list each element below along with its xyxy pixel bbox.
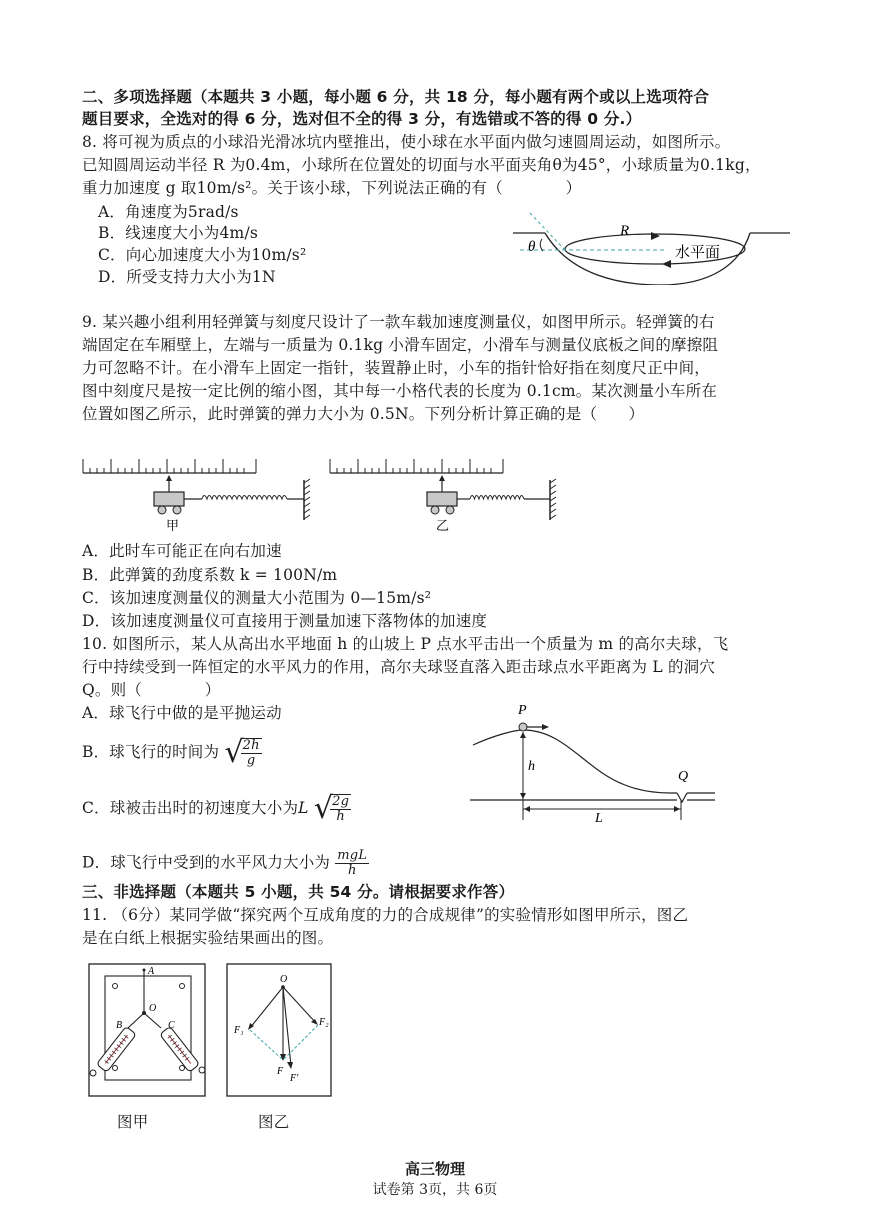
q9-figure-a: [80, 455, 325, 535]
label-h: h: [528, 759, 535, 774]
section2-heading-line1: 二、多项选择题（本题共 3 小题，每小题 6 分，共 18 分，每小题有两个或以上选项符合: [82, 88, 710, 106]
fraction-formula: $\frac{\text{mgL}}{h}$: [337, 848, 368, 878]
label-F1: F₁: [234, 1025, 244, 1036]
label-horizontal-plane: 水平面: [675, 245, 721, 261]
section3-heading: 三、非选择题（本题共 5 小题，共 54 分。请根据要求作答）: [82, 883, 515, 901]
q9-option-c: C．该加速度测量仪的测量大小范围为 0—15m/s²: [82, 589, 432, 607]
q11-stem-line2: 是在白纸上根据实验结果画出的图。: [82, 929, 334, 947]
q10-option-c: C．球被击出时的初速度大小为L √ $\frac{2g}{h}$: [82, 791, 350, 826]
q11-stem-line1: 11. （6分）某同学做“探究两个互成角度的力的合成规律”的实验情形如图甲所示，图乙: [82, 906, 689, 924]
label-R: R: [620, 223, 630, 239]
q10-stem-line3: Q。则（ ）: [82, 681, 221, 699]
q8-option-b: B．线速度大小为4m/s: [98, 224, 259, 242]
q8-stem-line2: 已知圆周运动半径 R 为0.4m，小球所在位置处的切面与水平面夹角θ为45°，小球质量为0.1kg，: [82, 156, 761, 174]
figure-label-yi: 乙: [436, 518, 450, 533]
q10-option-a: A．球飞行中做的是平抛运动: [82, 704, 282, 722]
label-O: O: [149, 1003, 157, 1014]
q11-caption-b: 图乙: [258, 1113, 290, 1131]
footer-subject: 高三物理: [404, 1160, 465, 1178]
label-L: L: [595, 811, 603, 825]
label-theta: θ: [528, 239, 536, 255]
q10-stem-line1: 10. 如图所示，某人从高出水平地面 h 的山坡上 P 点水平击出一个质量为 m 的高尔夫球，飞: [82, 635, 729, 653]
q9-stem-line2: 端固定在车厢壁上，左端与一质量为 0.1kg 小滑车固定，小滑车与测量仪底板之间的摩擦阻: [82, 336, 719, 354]
label-A: A: [148, 966, 155, 977]
q8-option-d: D．所受支持力大小为1N: [98, 268, 276, 286]
label-P: P: [518, 703, 527, 718]
q9-stem-line3: 力可忽略不计。在小滑车上固定一指针，装置静止时，小车的指针恰好指在刻度尺正中间，: [82, 359, 711, 377]
q9-stem-line1: 9. 某兴趣小组利用轻弹簧与刻度尺设计了一款车载加速度测量仪，如图甲所示。轻弹簧的右: [82, 313, 715, 331]
q9-stem-line5: 位置如图乙所示，此时弹簧的弹力大小为 0.5N。下列分析计算正确的是（ ）: [82, 405, 645, 423]
q8-stem-line1: 8. 将可视为质点的小球沿光滑冰坑内壁推出，使小球在水平面内做匀速圆周运动，如图所示。: [82, 133, 731, 151]
footer-page-number: 试卷第 3页，共 6页: [372, 1182, 498, 1198]
q11-figure-a: [88, 963, 208, 1098]
q9-option-b: B．此弹簧的劲度系数 k = 100N/m: [82, 566, 338, 584]
q10-option-d-text: D．球飞行中受到的水平风力大小为: [82, 853, 331, 872]
label-B: B: [116, 1020, 123, 1031]
q9-stem-line4: 图中刻度尺是按一定比例的缩小图，其中每一小格代表的长度为 0.1cm。某次测量小车所在: [82, 382, 718, 400]
q9-option-a: A．此时车可能正在向右加速: [82, 542, 282, 560]
q8-stem-line3: 重力加速度 g 取10m/s²。关于该小球，下列说法正确的有（ ）: [82, 179, 582, 197]
q8-option-a: A．角速度为5rad/s: [98, 203, 239, 221]
q10-option-b: [82, 735, 262, 770]
section2-heading-line2: 题目要求，全选对的得 6 分，选对但不全的得 3 分，有选错或不答的得 0 分.）: [82, 110, 642, 128]
label-F-prime: F′: [290, 1073, 299, 1084]
q10-stem-line2: 行中持续受到一阵恒定的水平风力的作用，高尔夫球竖直落入距击球点水平距离为 L 的洞穴: [82, 658, 716, 676]
sqrt-formula: √ $\frac{2h}{g}$: [224, 735, 260, 770]
q8-ice-pit-figure: [510, 205, 795, 285]
q10-option-c-text: C．球被击出时的初速度大小为: [82, 799, 299, 817]
label-F: F: [277, 1066, 284, 1077]
q10-golf-figure: [465, 700, 720, 825]
q11-caption-a: 图甲: [117, 1113, 149, 1131]
sqrt-formula: √ $\frac{2g}{h}$: [313, 791, 350, 826]
label-Q: Q: [678, 769, 689, 784]
q9-option-d: D．该加速度测量仪可直接用于测量加速下落物体的加速度: [82, 612, 488, 630]
q8-option-c: C．向心加速度大小为10m/s²: [98, 246, 307, 264]
label-C: C: [168, 1020, 175, 1031]
q9-figure-b: [325, 455, 575, 535]
q11-figure-b: [226, 963, 336, 1098]
q10-option-d: [82, 849, 369, 878]
label-O: O: [280, 974, 288, 985]
q10-option-b-text: B．球飞行的时间为: [82, 743, 220, 761]
figure-label-jia: 甲: [166, 518, 180, 533]
label-F2: F₂: [319, 1017, 329, 1028]
